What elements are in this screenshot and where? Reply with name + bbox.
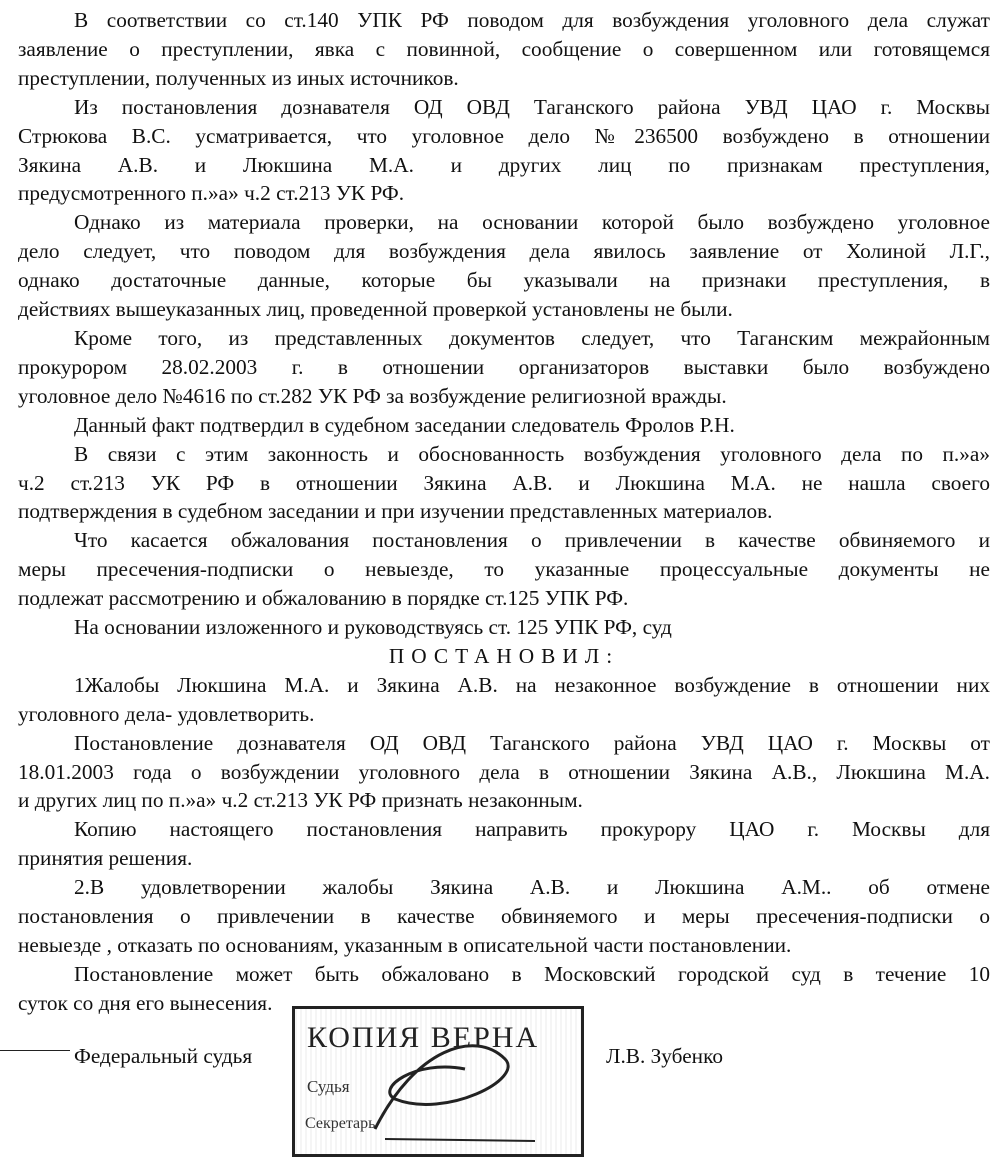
handwritten-signature-icon	[355, 1029, 555, 1149]
text-line: меры пресечения-подписки о невыезде, то указанные процессуальные документы не	[18, 557, 990, 582]
text-line: Однако из материала проверки, на основании которой было возбуждено уголовное	[74, 210, 990, 235]
body-paragraph	[18, 208, 990, 324]
text-line: преступлении, полученных из иных источников.	[18, 65, 459, 90]
text-line: подтверждения в судебном заседании и при изучении представленных материалов.	[18, 499, 773, 524]
text-line: В связи с этим законность и обоснованность возбуждения уголовного дела по п.»а»	[74, 441, 990, 466]
text-line: На основании изложенного и руководствуясь ст. 125 УПК РФ, суд	[74, 615, 672, 640]
text-line: действиях вышеуказанных лиц, проведенной проверкой установлены не были.	[18, 297, 733, 322]
text-line: Постановление дознавателя ОД ОВД Таганского района УВД ЦАО г. Москвы от	[74, 730, 990, 755]
stamp-secretary-label: Секретарь	[305, 1115, 376, 1132]
ruling-heading: ПОСТАНОВИЛ:	[388, 643, 620, 668]
stamp-judge-label: Судья	[307, 1077, 350, 1096]
text-line: Данный факт подтвердил в судебном заседании следователь Фролов Р.Н.	[74, 412, 735, 437]
body-paragraph	[18, 93, 990, 209]
ruling-paragraph	[18, 729, 990, 816]
body-paragraph	[18, 613, 990, 642]
body-paragraph	[18, 526, 990, 613]
text-line: прокурором 28.02.2003 г. в отношении организаторов выставки было возбуждено	[18, 354, 990, 379]
text-line: суток со дня его вынесения.	[18, 990, 273, 1015]
text-line: Что касается обжалования постановления о привлечении в качестве обвиняемого и	[74, 528, 990, 553]
text-line: Копию настоящего постановления направить прокурору ЦАО г. Москвы для	[74, 817, 990, 842]
text-line: уголовное дело №4616 по ст.282 УК РФ за возбуждение религиозной вражды.	[18, 383, 727, 408]
text-line: 18.01.2003 года о возбуждении уголовного дела в отношении Зякина А.В., Люкшина М.А.	[18, 759, 990, 784]
text-line: постановления о привлечении в качестве обвиняемого и меры пресечения-подписки о	[18, 904, 990, 929]
text-line: предусмотренного п.»а» ч.2 ст.213 УК РФ.	[18, 181, 405, 206]
text-line: 1Жалобы Люкшина М.А. и Зякина А.В. на незаконное возбуждение в отношении них	[74, 672, 990, 697]
text-line: однако достаточные данные, которые бы указывали на признаки преступления, в	[18, 268, 990, 293]
judge-title: Федеральный судья	[74, 1044, 253, 1068]
text-line: уголовного дела- удовлетворить.	[18, 701, 315, 726]
document-body	[18, 6, 990, 1018]
text-line: принятия решения.	[18, 846, 193, 871]
body-paragraph	[18, 411, 990, 440]
text-line: Постановление может быть обжаловано в Московский городской суд в течение 10	[74, 961, 990, 986]
text-line: дело следует, что поводом для возбуждения дела явилось заявление от Холиной Л.Г.,	[18, 239, 990, 264]
text-line: Зякина А.В. и Люкшина М.А. и других лиц по признакам преступления,	[18, 152, 990, 177]
text-line: невыезде , отказать по основаниям, указанным в описательной части постановлении.	[18, 933, 792, 957]
judge-name: Л.В. Зубенко	[606, 1044, 723, 1068]
stamp-title: КОПИЯ ВЕРНА	[307, 1021, 540, 1054]
text-line: и других лиц по п.»а» ч.2 ст.213 УК РФ признать незаконным.	[18, 788, 583, 813]
text-line: В соответствии со ст.140 УПК РФ поводом для возбуждения уголовного дела служат	[74, 8, 990, 32]
text-line: заявление о преступлении, явка с повинной, сообщение о совершенном или готовящемся	[18, 36, 990, 61]
text-line: Из постановления дознавателя ОД ОВД Таганского района УВД ЦАО г. Москвы	[74, 94, 990, 119]
text-line: подлежат рассмотрению и обжалованию в порядке ст.125 УПК РФ.	[18, 586, 629, 611]
body-paragraph	[18, 6, 990, 93]
text-line: Кроме того, из представленных документов следует, что Таганским межрайонным	[74, 325, 990, 350]
ruling-paragraph	[18, 671, 990, 729]
body-paragraph	[18, 324, 990, 411]
certified-copy-stamp	[292, 1006, 584, 1157]
ruling-paragraph	[18, 815, 990, 873]
text-line: Стрюкова В.С. усматривается, что уголовное дело №236500 возбуждено в отношении	[18, 123, 990, 148]
body-paragraph	[18, 440, 990, 527]
text-line: ч.2 ст.213 УК РФ в отношении Зякина А.В. и Люкшина М.А. не нашла своего	[18, 470, 990, 495]
text-line: 2.В удовлетворении жалобы Зякина А.В. и Люкшина А.М.. об отмене	[74, 875, 990, 900]
signature-underline	[0, 1050, 70, 1051]
ruling-paragraph	[18, 873, 990, 960]
